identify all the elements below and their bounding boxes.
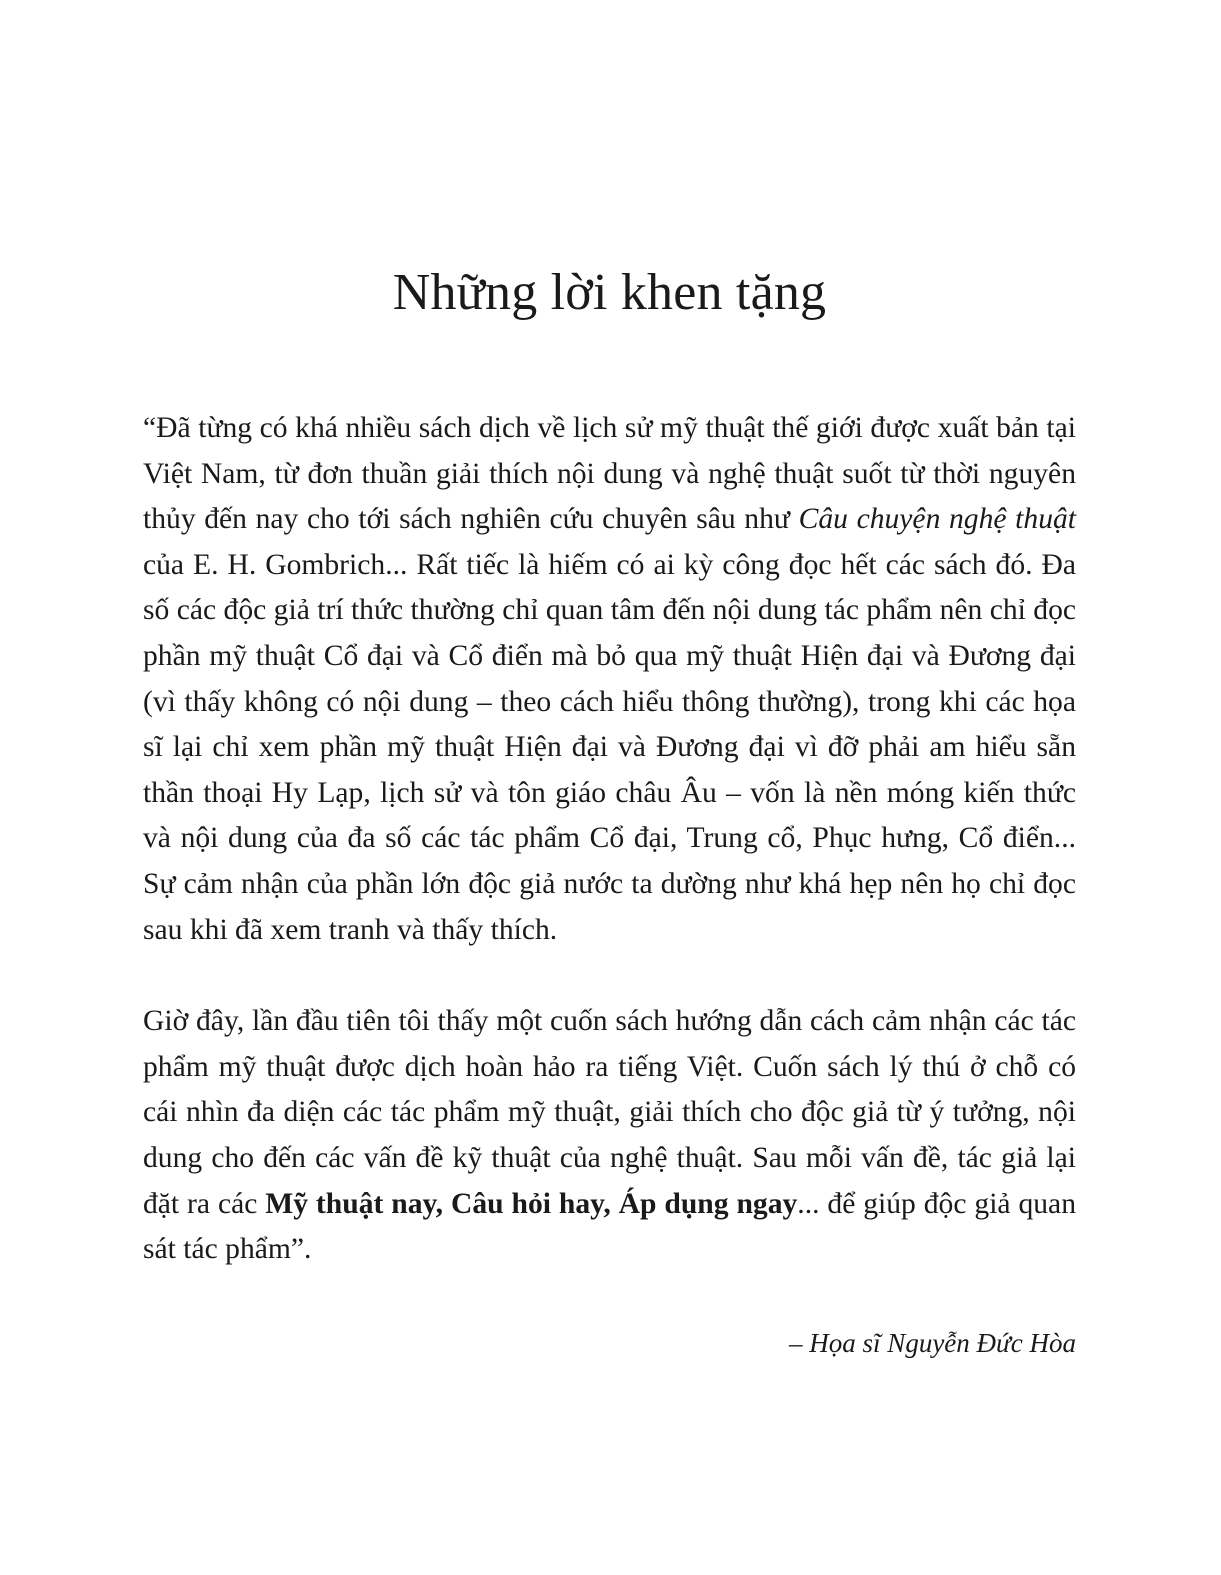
quote-paragraph-1 (143, 406, 1076, 953)
paragraph-2-text-end: ... để giúp độc giả quan sát tác phẩm”. (143, 1187, 1076, 1266)
quote-paragraph-2 (143, 999, 1076, 1273)
page-title: Những lời khen tặng (392, 264, 827, 321)
open-quote-mark: “ (143, 412, 157, 444)
section-names-bold: Mỹ thuật nay, Câu hỏi hay, Áp dụng ngay (265, 1187, 798, 1220)
paragraph-1-text-start: Đã từng có khá nhiều sách dịch về lịch sử mỹ thuật thế giới được xuất bản tại Việt Nam, từ đơn thuần giải thích nội dung và nghệ thuật suốt từ thời nguyên thủy đến nay cho tới sách nghiên cứu chuyên sâu như (143, 412, 1076, 536)
page-content (143, 258, 1076, 1363)
attribution: – Họa sĩ Nguyễn Đức Hòa (789, 1327, 1076, 1358)
paragraph-2-text-start: Giờ đây, lần đầu tiên tôi thấy một cuốn sách hướng dẫn cách cảm nhận các tác phẩm mỹ thuật được dịch hoàn hảo ra tiếng Việt. Cuốn sách lý thú ở chỗ có cái nhìn đa diện các tác phẩm mỹ thuật, giải thích cho độc giả từ ý tưởng, nội dung cho đến các vấn đề kỹ thuật của nghệ thuật. Sau mỗi vấn đề, tác giả lại đặt ra các (143, 1005, 1076, 1220)
book-title: Câu chuyện nghệ thuật (798, 503, 1077, 536)
paragraph-1-text-end: của E. H. Gombrich... Rất tiếc là hiếm có ai kỳ công đọc hết các sách đó. Đa số các độc giả trí thức thường chỉ quan tâm đến nội dung tác phẩm nên chỉ đọc phần mỹ thuật Cổ đại và Cổ điển mà bỏ qua mỹ thuật Hiện đại và Đương đại (vì thấy không có nội dung – theo cách hiểu thông thường), trong khi các họa sĩ lại chỉ xem phần mỹ thuật Hiện đại và Đương đại vì đỡ phải am hiểu sẵn thần thoại Hy Lạp, lịch sử và tôn giáo châu Âu – vốn là nền móng kiến thức và nội dung của đa số các tác phẩm Cổ đại, Trung cổ, Phục hưng, Cổ điển... Sự cảm nhận của phần lớn độc giả nước ta dường như khá hẹp nên họ chỉ đọc sau khi đã xem tranh và thấy thích. (143, 548, 1076, 946)
